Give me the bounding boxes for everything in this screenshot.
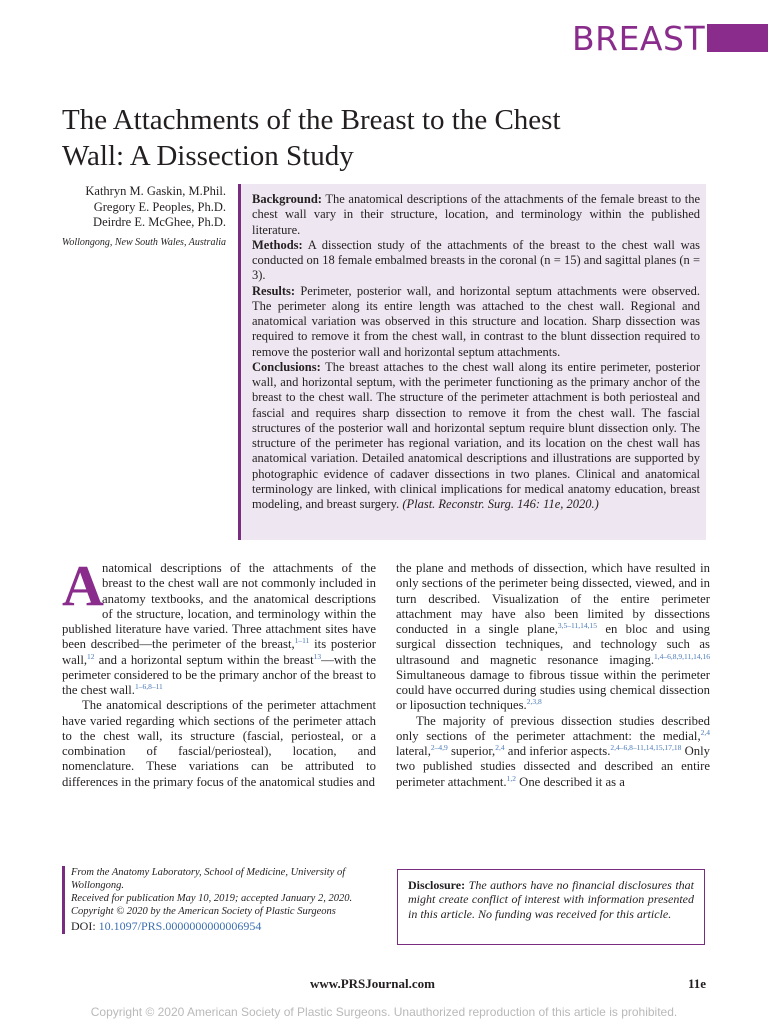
body-paragraph bbox=[396, 714, 710, 790]
abstract-conclusions bbox=[252, 360, 700, 513]
body-paragraph bbox=[62, 553, 376, 698]
body-text: Simultaneous damage to fibrous tissue within the perimeter could have occurred during studies using chemical dissection or liposuction techniques. bbox=[396, 667, 710, 713]
author-name: Kathryn M. Gaskin, M.Phil. bbox=[85, 184, 226, 198]
journal-url-link[interactable]: www.PRSJournal.com bbox=[310, 976, 435, 991]
author-affiliation: Wollongong, New South Wales, Australia bbox=[61, 237, 226, 248]
abstract-results-text: Perimeter, posterior wall, and horizontal septum attachments were observed. The perimeter along its entire length was attached to the chest wall. Regional and anatomical variation was observed in this structure and location. Sharp dissection was required to remove it from the chest wall, in contrast to the blunt dissection required to remove the posterior wall and horizontal septum attachments. bbox=[252, 283, 700, 359]
body-column-right bbox=[396, 561, 710, 790]
body-text: en bloc and using surgical dissection techniques, and technology such as ultrasound and magnetic resonance imaging. bbox=[396, 622, 710, 667]
page-number: 11e bbox=[687, 976, 706, 991]
body-text: The majority of previous dissection studies described only sections of the perimeter attachment: the medial, bbox=[396, 713, 710, 743]
body-text: and inferior aspects. bbox=[504, 744, 611, 758]
doi-label: DOI: bbox=[71, 919, 96, 933]
abstract-results-label: Results: bbox=[252, 283, 296, 298]
author-name: Deirdre E. McGhee, Ph.D. bbox=[93, 215, 226, 229]
disclosure-text: The authors have no financial disclosures that might create conflict of interest with information presented in this article. No funding was received for this article. bbox=[408, 878, 694, 921]
reference-link[interactable]: 2–4,9 bbox=[430, 742, 448, 752]
drop-cap: A bbox=[62, 553, 104, 618]
reference-link[interactable]: 2,4 bbox=[495, 742, 505, 752]
abstract-methods bbox=[252, 238, 700, 284]
footnote-doi bbox=[71, 918, 376, 934]
reference-link[interactable]: 2,4–6,8–11,14,15,17,18 bbox=[610, 742, 682, 752]
disclosure-label: Disclosure: bbox=[408, 878, 466, 892]
footnote-received: Received for publication May 10, 2019; accepted January 2, 2020. bbox=[71, 893, 353, 904]
abstract-conclusions-label: Conclusions: bbox=[252, 359, 321, 374]
abstract-background-text: The anatomical descriptions of the attachments of the female breast to the chest wall vary in their structure, location, and terminology within the published literature. bbox=[252, 192, 700, 237]
abstract-box bbox=[238, 184, 706, 540]
abstract-citation: (Plast. Reconstr. Surg. 146: 11e, 2020.) bbox=[402, 497, 599, 511]
section-color-bar bbox=[707, 24, 768, 52]
reference-link[interactable]: 13 bbox=[313, 651, 322, 661]
reference-link[interactable]: 1,4–6,8,9,11,14,16 bbox=[654, 651, 710, 661]
abstract-results bbox=[252, 284, 700, 360]
body-text: superior, bbox=[447, 744, 496, 758]
body-text: Only two published studies dissected and described an entire perimeter attachment. bbox=[396, 744, 710, 789]
author-list bbox=[54, 184, 226, 231]
body-column-left bbox=[62, 553, 376, 790]
reference-link[interactable]: 2,4 bbox=[700, 727, 710, 737]
doi-link[interactable]: 10.1097/PRS.0000000000006954 bbox=[98, 919, 262, 933]
reference-link[interactable]: 1–11 bbox=[294, 636, 310, 646]
footnote-copyright: Copyright © 2020 by the American Society of Plastic Surgeons bbox=[71, 906, 336, 917]
copyright-notice: Copyright © 2020 American Society of Plastic Surgeons. Unauthorized reproduction of this article is prohibited. bbox=[90, 1005, 678, 1019]
reference-link[interactable]: 1–6,8–11 bbox=[134, 681, 163, 691]
body-paragraph: The anatomical descriptions of the perimeter attachment have varied regarding which sections of the perimeter attach to the chest wall, its structure (fascial, periosteal, or a combination of fascial/periosteal), location, and nomenclature. These variations can be attributed to differences in the primary focus of the anatomical studies and bbox=[62, 698, 376, 789]
body-text: natomical descriptions of the attachments of the breast to the chest wall are not commonly included in anatomy textbooks, and the anatomical descriptions of the structure, location, and terminology within the published literature have varied. Three attachment sites have been described—the perimeter of the breast, bbox=[62, 561, 376, 652]
reference-link[interactable]: 12 bbox=[87, 651, 95, 661]
abstract-background-label: Background: bbox=[252, 192, 322, 206]
disclosure-box bbox=[397, 869, 705, 945]
abstract-methods-text: A dissection study of the attachments of the breast to the chest wall was conducted on 18 female embalmed breasts in the coronal (n = 15) and sagittal planes (n = 3). bbox=[252, 237, 701, 283]
footnote-affiliation: From the Anatomy Laboratory, School of Medicine, University of Wollongong. bbox=[71, 867, 346, 891]
body-text: One described it as a bbox=[515, 774, 625, 789]
body-text: its posterior wall, bbox=[62, 637, 376, 667]
section-label: BREAST bbox=[572, 19, 706, 58]
body-paragraph bbox=[396, 561, 710, 714]
abstract-background bbox=[252, 192, 700, 238]
reference-link[interactable]: 1,2 bbox=[506, 773, 516, 783]
author-name: Gregory E. Peoples, Ph.D. bbox=[93, 199, 226, 214]
article-title: The Attachments of the Breast to the Chest Wall: A Dissection Study bbox=[62, 104, 561, 172]
abstract-methods-label: Methods: bbox=[252, 237, 303, 252]
abstract-conclusions-text: The breast attaches to the chest wall along its entire perimeter, posterior wall, and horizontal septum, with the perimeter functioning as the primary anchor of the breast to the chest wall. The structure of the perimeter attachment is both periosteal and fascial and requires sharp dissection to remove it from the chest wall. The fascial structures of the posterior wall and horizontal septum require blunt dissection only. The structure of the perimeter has regional variation, and its location on the chest wall has anatomical variation. Detailed anatomical descriptions and illustrations are supported by photographic evidence of cadaver dissections in two planes. Clinical and anatomical terminology are linked, with clinical implications for medical anatomy education, breast modeling, and breast surgery. bbox=[252, 359, 700, 511]
body-text: —with the perimeter considered to be the primary anchor of the breast to the chest wall. bbox=[62, 652, 376, 697]
body-text: lateral, bbox=[396, 744, 431, 758]
body-text: and a horizontal septum within the breast bbox=[94, 652, 314, 667]
article-footnote bbox=[62, 866, 376, 934]
reference-link[interactable]: 2,3,8 bbox=[526, 697, 542, 707]
body-text: the plane and methods of dissection, which have resulted in only sections of the perimeter being dissected, viewed, and in turn described. Visualization of the entire perimeter attachment may have also been limited by dissections conducted in a single plane, bbox=[396, 561, 710, 636]
reference-link[interactable]: 3,5–11,14,15 bbox=[557, 620, 598, 630]
